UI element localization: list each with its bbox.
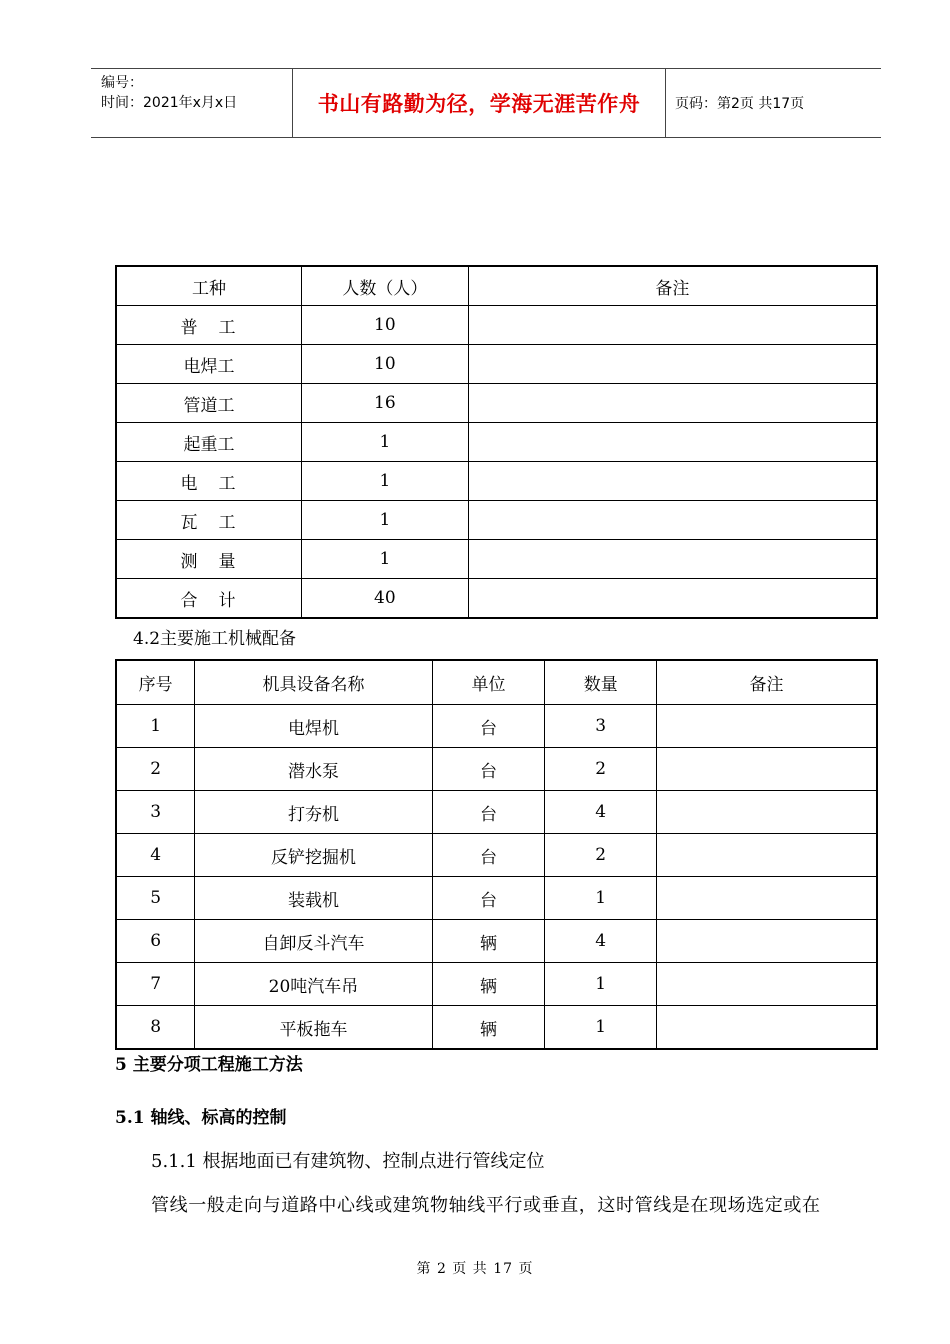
- worker-count-cell: 40: [302, 579, 469, 619]
- table-row: [116, 306, 877, 345]
- note-cell: [468, 462, 877, 501]
- table-row: [116, 501, 877, 540]
- quantity-cell: 1: [545, 1006, 657, 1050]
- table-row: [116, 920, 877, 963]
- equipment-name-cell: 潜水泵: [195, 748, 432, 791]
- worker-type-cell: 普 工: [116, 306, 302, 345]
- table-row: [116, 963, 877, 1006]
- table-row: [116, 462, 877, 501]
- equipment-name-cell: 电焊机: [195, 705, 432, 748]
- worker-type-cell: 电焊工: [116, 345, 302, 384]
- table-header-row: [116, 660, 877, 705]
- staff-table: [115, 265, 878, 619]
- section-heading: 5 主要分项工程施工方法: [115, 1055, 303, 1075]
- note-cell: [468, 579, 877, 619]
- note-cell: [657, 963, 877, 1006]
- note-cell: [468, 423, 877, 462]
- equipment-caption: 4.2主要施工机械配备: [133, 629, 297, 649]
- quantity-cell: 2: [545, 748, 657, 791]
- equipment-name-cell: 自卸反斗汽车: [195, 920, 432, 963]
- unit-cell: 辆: [432, 963, 545, 1006]
- page-footer: 第 2 页 共 17 页: [416, 1261, 534, 1277]
- equipment-name-cell: 20吨汽车吊: [195, 963, 432, 1006]
- header-number-label: 编号：: [101, 75, 143, 91]
- paragraph: 5.1.1 根据地面已有建筑物、控制点进行管线定位: [151, 1151, 545, 1172]
- worker-count-cell: 1: [302, 462, 469, 501]
- equipment-name-cell: 装载机: [195, 877, 432, 920]
- index-cell: 8: [116, 1006, 195, 1050]
- unit-cell: 辆: [432, 920, 545, 963]
- equipment-name-cell: 反铲挖掘机: [195, 834, 432, 877]
- table-row: [116, 540, 877, 579]
- unit-cell: 台: [432, 705, 545, 748]
- index-cell: 6: [116, 920, 195, 963]
- worker-count-cell: 10: [302, 306, 469, 345]
- column-header: 数量: [545, 660, 657, 705]
- quantity-cell: 3: [545, 705, 657, 748]
- column-header: 人数（人）: [302, 266, 469, 306]
- quantity-cell: 1: [545, 877, 657, 920]
- index-cell: 1: [116, 705, 195, 748]
- table-row: [116, 384, 877, 423]
- worker-count-cell: 10: [302, 345, 469, 384]
- index-cell: 2: [116, 748, 195, 791]
- table-row: [116, 834, 877, 877]
- index-cell: 3: [116, 791, 195, 834]
- column-header: 备注: [657, 660, 877, 705]
- column-header: 机具设备名称: [195, 660, 432, 705]
- table-row-total: [116, 579, 877, 619]
- table-row: [116, 423, 877, 462]
- quantity-cell: 2: [545, 834, 657, 877]
- table-header-row: [116, 266, 877, 306]
- worker-count-cell: 16: [302, 384, 469, 423]
- worker-count-cell: 1: [302, 423, 469, 462]
- subsection-heading: 5.1 轴线、标高的控制: [115, 1108, 287, 1128]
- equipment-table: [115, 659, 878, 1050]
- column-header: 工种: [116, 266, 302, 306]
- note-cell: [657, 834, 877, 877]
- unit-cell: 台: [432, 791, 545, 834]
- worker-type-cell: 管道工: [116, 384, 302, 423]
- note-cell: [468, 384, 877, 423]
- equipment-name-cell: 平板拖车: [195, 1006, 432, 1050]
- note-cell: [468, 540, 877, 579]
- equipment-name-cell: 打夯机: [195, 791, 432, 834]
- header-page-number: 页码：第2页 共17页: [675, 96, 805, 112]
- worker-type-cell: 瓦 工: [116, 501, 302, 540]
- note-cell: [657, 705, 877, 748]
- table-row: [116, 791, 877, 834]
- worker-type-cell: 起重工: [116, 423, 302, 462]
- worker-count-cell: 1: [302, 501, 469, 540]
- worker-type-cell: 合 计: [116, 579, 302, 619]
- note-cell: [657, 791, 877, 834]
- index-cell: 5: [116, 877, 195, 920]
- note-cell: [468, 501, 877, 540]
- note-cell: [657, 1006, 877, 1050]
- worker-count-cell: 1: [302, 540, 469, 579]
- table-row: [116, 877, 877, 920]
- note-cell: [468, 306, 877, 345]
- column-header: 备注: [468, 266, 877, 306]
- table-row: [116, 345, 877, 384]
- column-header: 序号: [116, 660, 195, 705]
- worker-type-cell: 测 量: [116, 540, 302, 579]
- note-cell: [657, 748, 877, 791]
- quantity-cell: 4: [545, 791, 657, 834]
- header-time-label: 时间：2021年x月x日: [101, 95, 238, 111]
- quantity-cell: 1: [545, 963, 657, 1006]
- header-motto: 书山有路勤为径，学海无涯苦作舟: [317, 92, 641, 116]
- index-cell: 4: [116, 834, 195, 877]
- worker-type-cell: 电 工: [116, 462, 302, 501]
- page-header: [91, 68, 881, 138]
- paragraph: 管线一般走向与道路中心线或建筑物轴线平行或垂直，这时管线是在现场选定或在: [151, 1195, 821, 1216]
- unit-cell: 台: [432, 748, 545, 791]
- quantity-cell: 4: [545, 920, 657, 963]
- note-cell: [657, 920, 877, 963]
- header-meta: [101, 73, 237, 113]
- unit-cell: 台: [432, 834, 545, 877]
- index-cell: 7: [116, 963, 195, 1006]
- table-row: [116, 1006, 877, 1050]
- table-row: [116, 705, 877, 748]
- table-row: [116, 748, 877, 791]
- unit-cell: 台: [432, 877, 545, 920]
- note-cell: [657, 877, 877, 920]
- column-header: 单位: [432, 660, 545, 705]
- note-cell: [468, 345, 877, 384]
- unit-cell: 辆: [432, 1006, 545, 1050]
- header-divider: [665, 69, 666, 137]
